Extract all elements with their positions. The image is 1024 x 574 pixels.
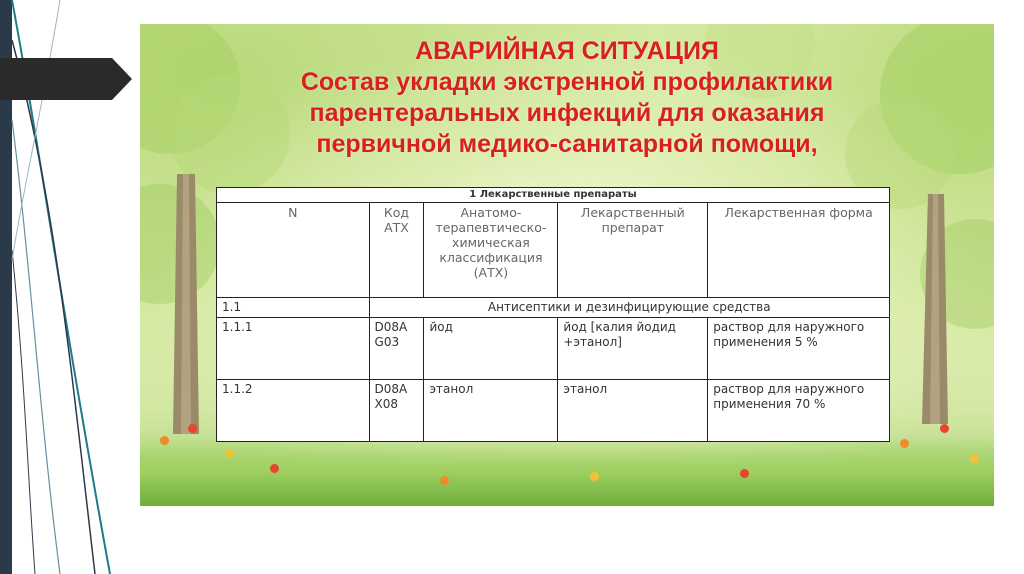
row-atc-code: D08A X08: [369, 380, 424, 442]
table-caption: 1 Лекарственные препараты: [217, 188, 890, 203]
flower: [900, 439, 909, 448]
table-row: [217, 318, 890, 380]
table-row: [217, 380, 890, 442]
section-number: 1.1: [217, 298, 370, 318]
flower: [440, 476, 449, 485]
flower: [270, 464, 279, 473]
slide-subtitle-line-3: первичной медико-санитарной помощи,: [316, 130, 818, 158]
column-header-form: Лекарственная форма: [708, 203, 890, 298]
row-atc-code: D08A G03: [369, 318, 424, 380]
column-header-drug: Лекарственный препарат: [558, 203, 708, 298]
row-drug: йод [калия йодид +этанол]: [558, 318, 708, 380]
row-form: раствор для наружного применения 5 %: [708, 318, 890, 380]
flower: [940, 424, 949, 433]
table-header-row: [217, 203, 890, 298]
row-number: 1.1.1: [217, 318, 370, 380]
flower: [970, 454, 979, 463]
grass-strip: [140, 436, 994, 506]
flower: [160, 436, 169, 445]
column-header-n: N: [217, 203, 370, 298]
slide-image: [140, 24, 994, 506]
flower: [188, 424, 197, 433]
column-header-classification: Анатомо-терапевтическо-химическая классификация (АТХ): [424, 203, 558, 298]
slide-title: АВАРИЙНАЯ СИТУАЦИЯ: [415, 37, 719, 65]
slide-subtitle-line-1: Состав укладки экстренной профилактики: [300, 68, 834, 96]
row-number: 1.1.2: [217, 380, 370, 442]
table-section-row: [217, 298, 890, 318]
table-caption-row: [217, 188, 890, 203]
drug-table: [216, 187, 890, 442]
row-classification: этанол: [424, 380, 558, 442]
flower: [740, 469, 749, 478]
section-label: Антисептики и дезинфицирующие средства: [369, 298, 889, 318]
tree-trunk-left: [165, 174, 215, 434]
row-classification: йод: [424, 318, 558, 380]
column-header-atc-code: Код АТХ: [369, 203, 424, 298]
arrow-shape-icon: [0, 58, 134, 100]
slide-subtitle-line-2: парентеральных инфекций для оказания: [309, 99, 825, 127]
flower: [225, 449, 234, 458]
tree-trunk-right: [912, 194, 962, 424]
row-drug: этанол: [558, 380, 708, 442]
row-form: раствор для наружного применения 70 %: [708, 380, 890, 442]
flower: [590, 472, 599, 481]
